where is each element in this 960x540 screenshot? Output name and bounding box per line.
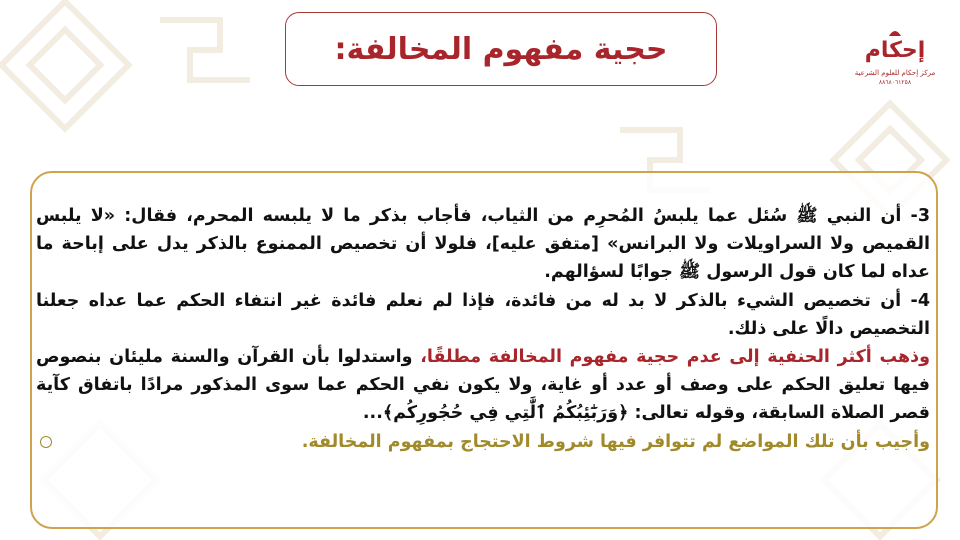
- point-4: 4- أن تخصيص الشيء بالذكر لا بد له من فائدة، فإذا لم نعلم فائدة غير انتفاء الحكم عما عداه جعلنا التخصيص دالًا على ذلك.: [36, 290, 930, 339]
- logo-subtitle: مركز إحكام للعلوم الشرعية: [854, 69, 936, 77]
- title-box: [285, 12, 717, 86]
- answer-bullet: [36, 428, 930, 456]
- hanafi-highlight: وذهب أكثر الحنفية إلى عدم حجية مفهوم المخالفة مطلقًا،: [420, 347, 930, 368]
- content-text: [36, 202, 930, 456]
- logo-name: إحكام: [864, 38, 926, 63]
- logo-number: ٨٨٦٨٠٦١٢٥٨: [878, 79, 912, 86]
- circle-bullet-icon: [40, 436, 52, 448]
- hanafi-paragraph: [36, 343, 930, 428]
- hanafi-evidence: واستدلوا بأن القرآن والسنة مليئان بنصوص فيها تعليق الحكم على وصف أو عدد أو غاية، ولا يكون نفي الحكم عما سوى المذكور مرادًا باتفاق كآية قصر الصلاة السابقة، وقوله تعالى: ﴿وَرَبَٰٓئِبُكُمُ ٱلَّٰتِي فِي حُجُورِكُم﴾...: [36, 347, 930, 424]
- dome-icon: [888, 26, 902, 36]
- point-3: 3- أن النبي ﷺ سُئل عما يلبسُ المُحرِم من الثياب، فأجاب بذكر ما لا يلبسه المحرم، فقال: «لا يلبس القميص ولا السراويلات ولا البرانس» [متفق عليه]، فلولا أن تخصيص الممنوع بالذكر يدل على إباحة ما عداه لما كان قول الرسول ﷺ جوابًا لسؤالهم.: [36, 206, 930, 283]
- page-title: حجية مفهوم المخالفة:: [334, 31, 668, 67]
- answer-text: وأجيب بأن تلك المواضع لم تتوافر فيها شروط الاحتجاج بمفهوم المخالفة.: [301, 431, 930, 452]
- logo: [852, 26, 938, 96]
